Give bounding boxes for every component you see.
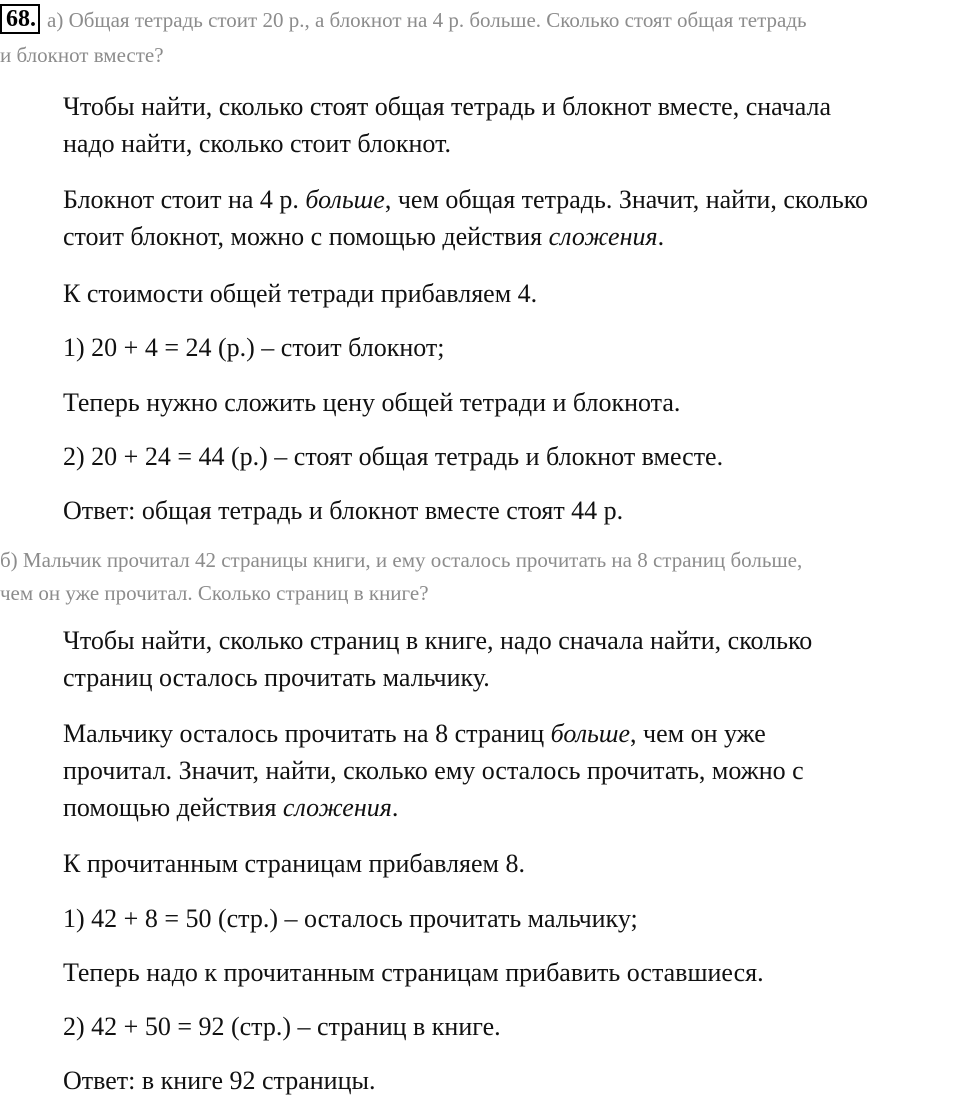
solution-b-paragraph-2	[63, 715, 943, 826]
solution-b-p1-line-1: Чтобы найти, сколько страниц в книге, надо сначала найти, сколько	[63, 626, 813, 655]
task-b-line-1: б) Мальчик прочитал 42 страницы книги, и ему осталось прочитать на 8 страниц больше,	[0, 548, 803, 572]
solution-a-p1-line-2: надо найти, сколько стоит блокнот.	[63, 129, 451, 158]
solution-b-answer: Ответ: в книге 92 страницы.	[63, 1066, 376, 1095]
solution-b-paragraph-3: К прочитанным страницам прибавляем 8.	[63, 849, 525, 878]
solution-a-paragraph-5: Теперь нужно сложить цену общей тетради и блокнота.	[63, 388, 681, 417]
solution-a-paragraph-1	[63, 88, 943, 162]
solution-b-p2-line-2: прочитал. Значит, найти, сколько ему осталось прочитать, можно с	[63, 756, 804, 785]
task-b-line-2: чем он уже прочитал. Сколько страниц в книге?	[0, 581, 429, 605]
emphasis-bolshe: больше	[305, 185, 385, 214]
solution-b-paragraph-5: Теперь надо к прочитанным страницам прибавить оставшиеся.	[63, 958, 764, 987]
emphasis-slozheniya: сложения	[548, 222, 658, 251]
solution-a-p2-line-1: Блокнот стоит на 4 р. больше, чем общая тетрадь. Значит, найти, сколько	[63, 185, 869, 214]
solution-b-p2-line-1: Мальчику осталось прочитать на 8 страниц больше, чем он уже	[63, 719, 766, 748]
solution-b-step-2: 2) 42 + 50 = 92 (стр.) – страниц в книге.	[63, 1012, 501, 1041]
task-a-line-1	[0, 4, 807, 35]
task-a-text: а) Общая тетрадь стоит 20 р., а блокнот на 4 р. больше. Сколько стоят общая тетрадь	[47, 8, 807, 32]
solution-a-paragraph-3: К стоимости общей тетради прибавляем 4.	[63, 279, 538, 308]
solution-b-p2-line-3: помощью действия сложения.	[63, 793, 399, 822]
solution-a-paragraph-2	[63, 181, 943, 255]
solution-b-p1-line-2: страниц осталось прочитать мальчику.	[63, 663, 490, 692]
solution-a-p1-line-1: Чтобы найти, сколько стоят общая тетрадь и блокнот вместе, сначала	[63, 92, 832, 121]
task-a-line-2: и блокнот вместе?	[0, 43, 164, 67]
solution-b-paragraph-1	[63, 622, 943, 696]
solution-a-step-1: 1) 20 + 4 = 24 (р.) – стоит блокнот;	[63, 333, 445, 362]
emphasis-bolshe-b: больше	[550, 719, 631, 748]
emphasis-slozheniya-b: сложения	[282, 793, 392, 822]
solution-a-step-2: 2) 20 + 24 = 44 (р.) – стоят общая тетрадь и блокнот вместе.	[63, 442, 724, 471]
solution-b-step-1: 1) 42 + 8 = 50 (стр.) – осталось прочитать мальчику;	[63, 904, 638, 933]
solution-a-answer: Ответ: общая тетрадь и блокнот вместе стоят 44 р.	[63, 496, 624, 525]
task-number: 68.	[0, 4, 40, 34]
solution-a-p2-line-2: стоит блокнот, можно с помощью действия сложения.	[63, 222, 665, 251]
